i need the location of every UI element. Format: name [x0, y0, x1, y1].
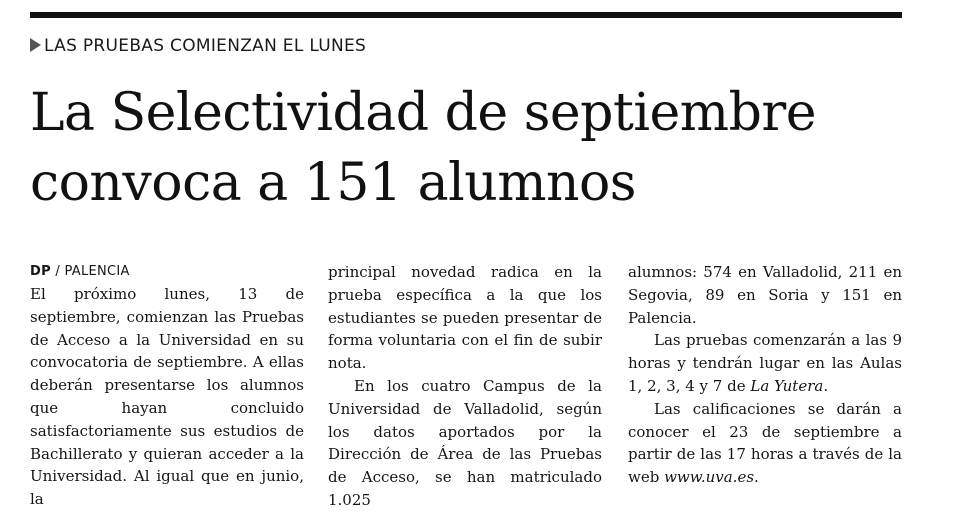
byline-separator: /: [50, 264, 65, 279]
triangle-bullet-icon: [30, 38, 41, 52]
paragraph: [628, 329, 902, 397]
article-column-1: [30, 261, 304, 511]
website-url: www.uva.es: [664, 468, 755, 487]
paragraph: En los cuatro Campus de la Universidad de Valladolid, según los datos aportados por la Dirección de Área de las Pruebas de Acceso, se han matriculado 1.025: [328, 376, 602, 509]
article-column-2: [328, 261, 602, 512]
paragraph-text: Las calificaciones se darán a conocer el 23 de septiembre a partir de las 17 horas a través de la web: [628, 399, 902, 487]
top-rule: [30, 12, 902, 18]
byline: [30, 261, 304, 283]
headline-line-1: La Selectividad de septiembre: [30, 83, 816, 143]
headline-line-2: convoca a 151 alumnos: [30, 153, 636, 213]
byline-location: PALENCIA: [64, 264, 130, 279]
paragraph-text: Las pruebas comenzarán a las 9 horas y tendrán lugar en las Aulas 1, 2, 3, 4 y 7 de: [628, 331, 902, 395]
paragraph-end: .: [754, 468, 759, 487]
paragraph: El próximo lunes, 13 de septiembre, comienzan las Pruebas de Acceso a la Universidad en su convocatoria de septiembre. A ellas deberán presentarse los alumnos que hayan concluido satisfactoriamente sus estudios de Bachillerato y quieran acceder a la Universidad. Al igual que en junio, la: [30, 285, 304, 509]
section-kicker: [30, 36, 366, 56]
paragraph: [628, 398, 902, 489]
paragraph: alumnos: 574 en Valladolid, 211 en Segovia, 89 en Soria y 151 en Palencia.: [628, 263, 902, 327]
article-column-3: [628, 261, 902, 489]
paragraph-end: .: [823, 376, 829, 395]
place-name: La Yutera: [750, 376, 824, 395]
kicker-text: LAS PRUEBAS COMIENZAN EL LUNES: [44, 36, 367, 56]
byline-agency: DP: [30, 264, 51, 279]
headline: [30, 78, 910, 218]
paragraph: principal novedad radica en la prueba específica a la que los estudiantes se pueden presentar de forma voluntaria con el fin de subir nota.: [328, 263, 602, 373]
